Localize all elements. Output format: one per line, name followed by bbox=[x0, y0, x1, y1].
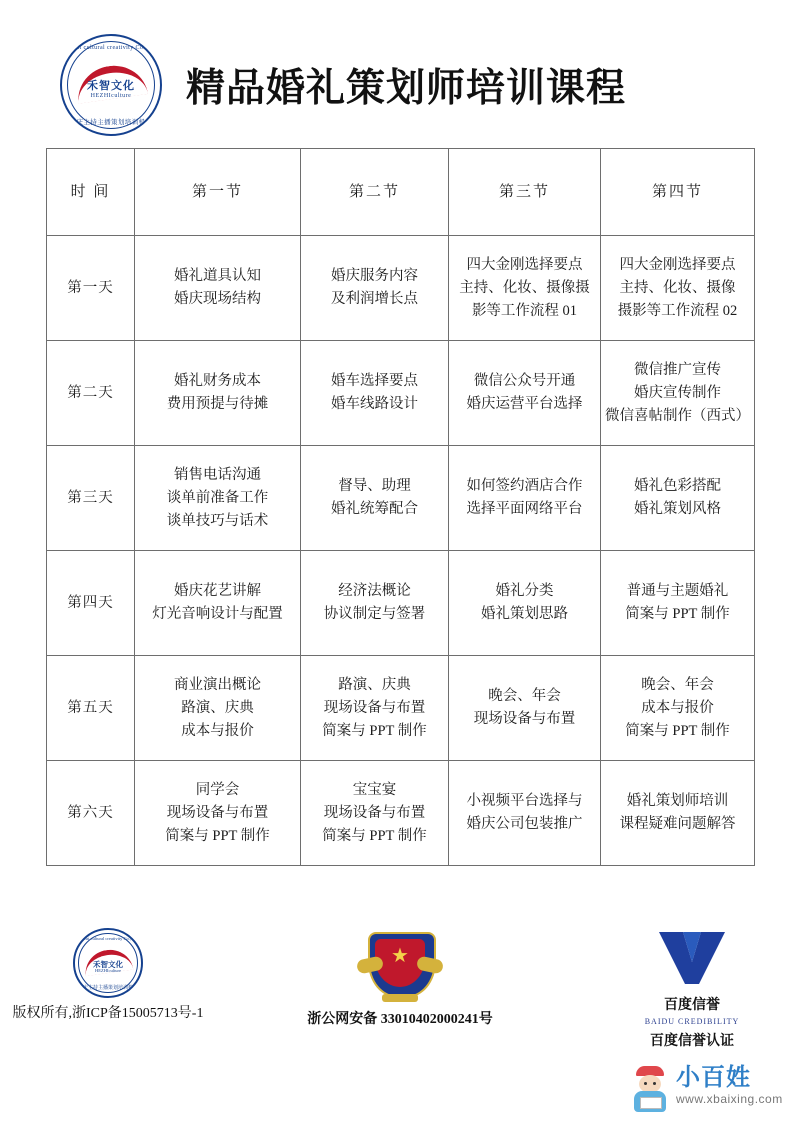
seal-arc-top-text: Hezhi cultural creativity Co.,Ltd bbox=[78, 936, 138, 941]
police-wings-shape bbox=[359, 958, 441, 976]
row-day-label: 第四天 bbox=[47, 551, 135, 656]
watermark-brand: 小百姓 bbox=[676, 1064, 751, 1091]
baidu-credibility-cert-label: 百度信誉认证 bbox=[650, 1034, 734, 1049]
schedule-table-wrapper bbox=[46, 148, 754, 866]
seal-cn-name: 禾智文化 bbox=[87, 80, 135, 92]
table-cell: 商业演出概论 路演、庆典 成本与报价 bbox=[135, 656, 301, 761]
table-cell: 婚礼色彩搭配 婚礼策划风格 bbox=[601, 446, 755, 551]
table-cell: 婚庆服务内容 及利润增长点 bbox=[301, 236, 449, 341]
footer-badge-copyright[interactable] bbox=[8, 928, 208, 1024]
table-cell: 微信推广宣传 婚庆宣传制作 微信喜帖制作（西式） bbox=[601, 341, 755, 446]
table-cell: 婚车选择要点 婚车线路设计 bbox=[301, 341, 449, 446]
watermark-text-block bbox=[676, 1064, 783, 1106]
table-cell: 婚礼道具认知 婚庆现场结构 bbox=[135, 236, 301, 341]
seal-arc-bottom-text: 婚庆主持主播策划培训机构 bbox=[77, 986, 138, 991]
baidu-credibility-en-label: BAIDU CREDIBILITY bbox=[644, 1017, 740, 1026]
table-row bbox=[47, 236, 755, 341]
table-row bbox=[47, 446, 755, 551]
table-cell: 四大金刚选择要点 主持、化妆、摄像摄 影等工作流程 01 bbox=[449, 236, 601, 341]
police-star-shape: ★ bbox=[391, 945, 409, 967]
page-title: 精品婚礼策划师培训课程 bbox=[186, 67, 627, 110]
site-watermark bbox=[630, 1062, 783, 1120]
mascot-book-shape bbox=[640, 1097, 662, 1109]
table-cell: 普通与主题婚礼 简案与 PPT 制作 bbox=[601, 551, 755, 656]
column-header-session-2: 第二节 bbox=[301, 149, 449, 236]
table-cell: 四大金刚选择要点 主持、化妆、摄像 摄影等工作流程 02 bbox=[601, 236, 755, 341]
row-day-label: 第一天 bbox=[47, 236, 135, 341]
hezhi-culture-seal-icon bbox=[60, 34, 162, 136]
table-cell: 小视频平台选择与 婚庆公司包装推广 bbox=[449, 761, 601, 866]
watermark-url: www.xbaixing.com bbox=[676, 1092, 783, 1106]
footer-badge-row bbox=[0, 920, 800, 1052]
table-cell: 宝宝宴 现场设备与布置 简案与 PPT 制作 bbox=[301, 761, 449, 866]
table-cell: 婚礼策划师培训 课程疑难问题解答 bbox=[601, 761, 755, 866]
row-day-label: 第六天 bbox=[47, 761, 135, 866]
table-cell: 婚礼财务成本 费用预提与待摊 bbox=[135, 341, 301, 446]
row-day-label: 第三天 bbox=[47, 446, 135, 551]
table-cell: 婚礼分类 婚礼策划思路 bbox=[449, 551, 601, 656]
seal-en-name: HEZHIculture bbox=[95, 968, 121, 973]
police-record-text: 浙公网安备 33010402000241号 bbox=[307, 1012, 493, 1027]
column-header-session-3: 第三节 bbox=[449, 149, 601, 236]
footer-badge-baidu-credibility[interactable] bbox=[592, 928, 792, 1052]
table-cell: 督导、助理 婚礼统筹配合 bbox=[301, 446, 449, 551]
table-cell: 路演、庆典 现场设备与布置 简案与 PPT 制作 bbox=[301, 656, 449, 761]
column-header-session-4: 第四节 bbox=[601, 149, 755, 236]
column-header-session-1: 第一节 bbox=[135, 149, 301, 236]
table-cell: 微信公众号开通 婚庆运营平台选择 bbox=[449, 341, 601, 446]
seal-en-name: HEZHIculture bbox=[90, 93, 132, 99]
table-header-row bbox=[47, 149, 755, 236]
schedule-table bbox=[46, 148, 755, 866]
seal-arc-bottom-text: 婚庆主持主播策划培训机构 bbox=[69, 119, 153, 126]
baidu-credibility-v-icon bbox=[653, 928, 731, 990]
table-cell: 晚会、年会 成本与报价 简案与 PPT 制作 bbox=[601, 656, 755, 761]
table-row bbox=[47, 551, 755, 656]
baidu-credibility-label: 百度信誉 bbox=[664, 998, 720, 1013]
mascot-eye-right bbox=[653, 1082, 656, 1085]
mascot-eye-left bbox=[644, 1082, 647, 1085]
row-day-label: 第五天 bbox=[47, 656, 135, 761]
table-cell: 婚庆花艺讲解 灯光音响设计与配置 bbox=[135, 551, 301, 656]
copyright-icp-text: 版权所有,浙ICP备15005713号-1 bbox=[12, 1006, 204, 1021]
table-row bbox=[47, 341, 755, 446]
table-row bbox=[47, 761, 755, 866]
table-cell: 经济法概论 协议制定与签署 bbox=[301, 551, 449, 656]
watermark-mascot-icon bbox=[630, 1066, 670, 1112]
table-cell: 同学会 现场设备与布置 简案与 PPT 制作 bbox=[135, 761, 301, 866]
hezhi-culture-seal-small-icon bbox=[73, 928, 143, 998]
police-base-shape bbox=[382, 994, 418, 1002]
row-day-label: 第二天 bbox=[47, 341, 135, 446]
seal-arc-top-text: Hezhi cultural creativity Co.,Ltd bbox=[65, 45, 157, 51]
table-cell: 销售电话沟通 谈单前准备工作 谈单技巧与话术 bbox=[135, 446, 301, 551]
seal-cn-name: 禾智文化 bbox=[93, 960, 123, 969]
table-cell: 晚会、年会 现场设备与布置 bbox=[449, 656, 601, 761]
table-row bbox=[47, 656, 755, 761]
table-cell: 如何签约酒店合作 选择平面网络平台 bbox=[449, 446, 601, 551]
document-header bbox=[0, 0, 800, 126]
police-emblem-icon bbox=[359, 928, 441, 1004]
column-header-time: 时 间 bbox=[47, 149, 135, 236]
footer-badge-police-record[interactable] bbox=[300, 928, 500, 1030]
